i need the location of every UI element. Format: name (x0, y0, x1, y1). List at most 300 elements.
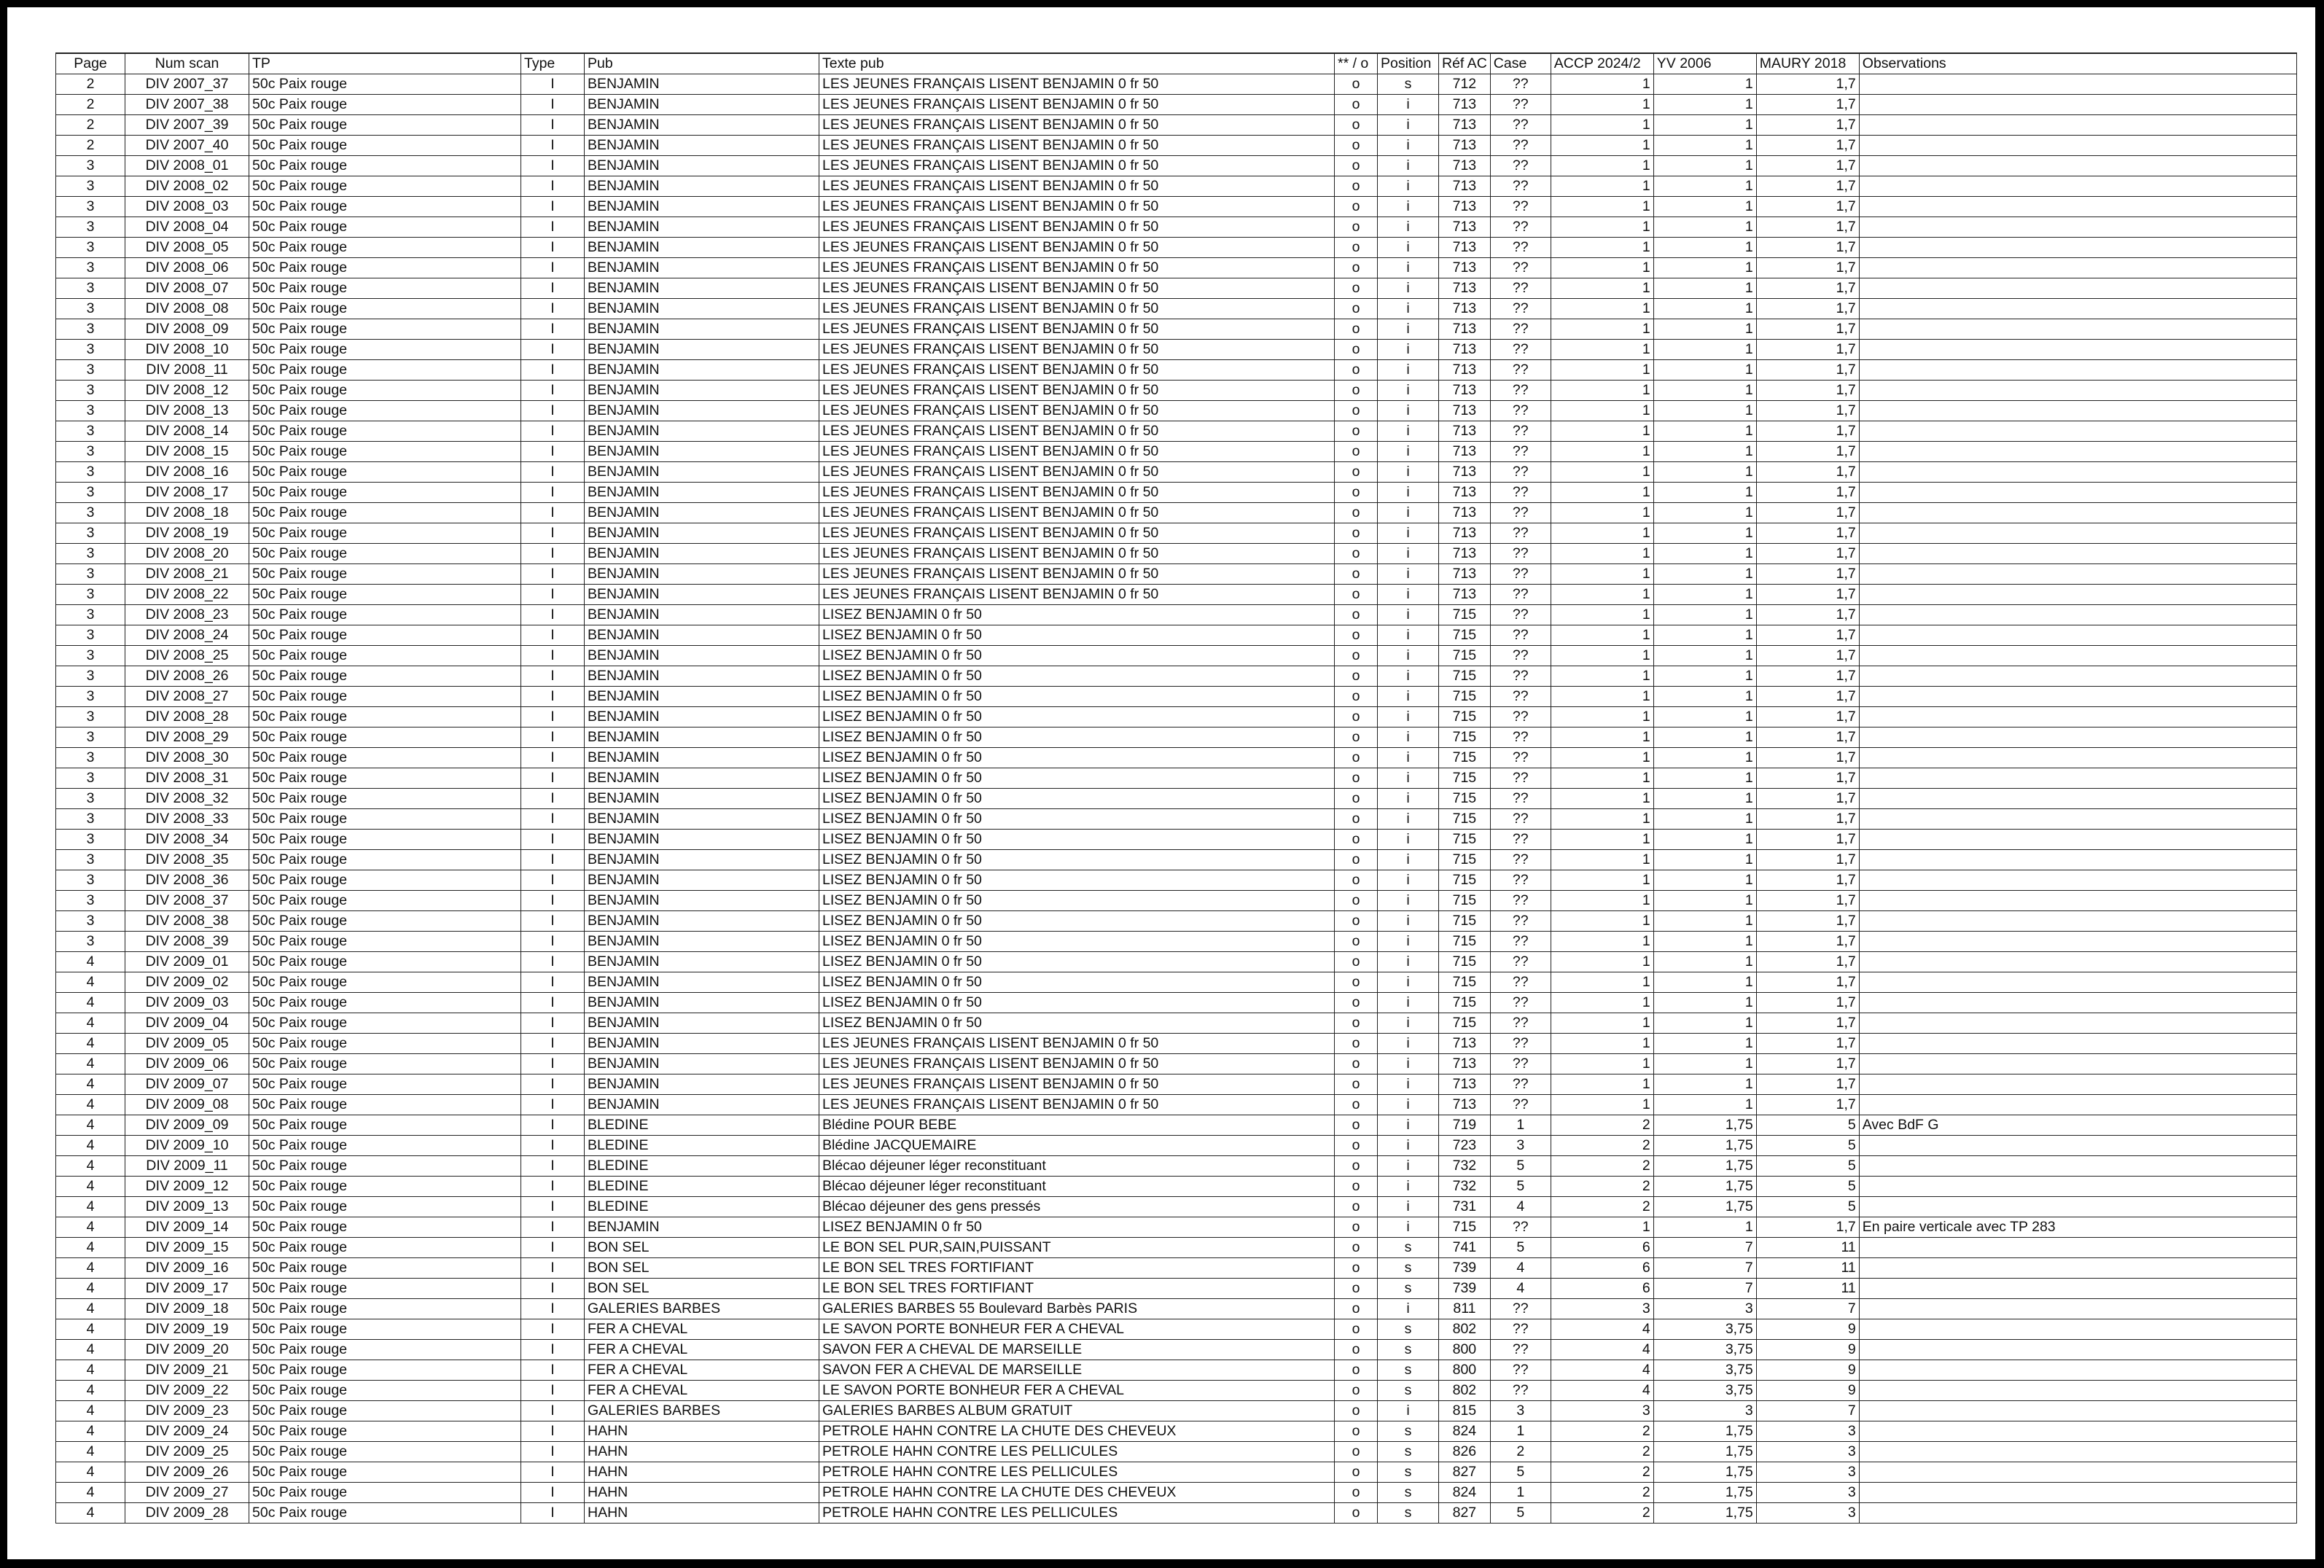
cell-observations (1859, 136, 2296, 156)
cell-pub: BENJAMIN (585, 993, 819, 1013)
cell-position: i (1378, 1034, 1439, 1054)
cell-pub: BENJAMIN (585, 299, 819, 319)
cell-accp: 2 (1551, 1503, 1653, 1524)
cell-num-scan: DIV 2008_19 (125, 523, 249, 544)
cell-accp: 1 (1551, 605, 1653, 625)
cell-yv: 1 (1653, 768, 1756, 789)
cell-texte-pub: LES JEUNES FRANÇAIS LISENT BENJAMIN 0 fr 50 (819, 95, 1335, 115)
cell-ref-ac: 800 (1439, 1340, 1491, 1360)
cell-case: ?? (1490, 952, 1551, 972)
cell-star-o: o (1335, 1217, 1378, 1238)
cell-texte-pub: LE BON SEL TRES FORTIFIANT (819, 1258, 1335, 1279)
cell-page: 3 (56, 748, 125, 768)
cell-page: 3 (56, 768, 125, 789)
cell-num-scan: DIV 2009_18 (125, 1299, 249, 1319)
table-row (56, 421, 2297, 442)
table-row (56, 809, 2297, 830)
cell-page: 3 (56, 707, 125, 728)
table-row (56, 911, 2297, 932)
cell-yv: 1,75 (1653, 1177, 1756, 1197)
cell-texte-pub: LISEZ BENJAMIN 0 fr 50 (819, 1217, 1335, 1238)
cell-observations (1859, 401, 2296, 421)
cell-maury: 1,7 (1756, 503, 1859, 523)
cell-observations (1859, 299, 2296, 319)
cell-pub: BENJAMIN (585, 1217, 819, 1238)
cell-type: I (521, 381, 585, 401)
cell-accp: 1 (1551, 932, 1653, 952)
cell-case: ?? (1490, 728, 1551, 748)
cell-maury: 1,7 (1756, 932, 1859, 952)
cell-maury: 11 (1756, 1238, 1859, 1258)
cell-type: I (521, 1483, 585, 1503)
cell-tp: 50c Paix rouge (249, 442, 521, 462)
cell-texte-pub: LISEZ BENJAMIN 0 fr 50 (819, 993, 1335, 1013)
cell-case: ?? (1490, 870, 1551, 891)
cell-ref-ac: 824 (1439, 1483, 1491, 1503)
cell-case: ?? (1490, 625, 1551, 646)
cell-tp: 50c Paix rouge (249, 748, 521, 768)
cell-pub: BENJAMIN (585, 1013, 819, 1034)
cell-page: 3 (56, 789, 125, 809)
cell-case: ?? (1490, 503, 1551, 523)
cell-tp: 50c Paix rouge (249, 932, 521, 952)
cell-case: ?? (1490, 544, 1551, 564)
cell-tp: 50c Paix rouge (249, 1074, 521, 1095)
cell-position: i (1378, 952, 1439, 972)
cell-texte-pub: LISEZ BENJAMIN 0 fr 50 (819, 911, 1335, 932)
cell-observations (1859, 605, 2296, 625)
cell-position: i (1378, 299, 1439, 319)
cell-texte-pub: LES JEUNES FRANÇAIS LISENT BENJAMIN 0 fr 50 (819, 258, 1335, 278)
cell-num-scan: DIV 2008_33 (125, 809, 249, 830)
cell-page: 4 (56, 1279, 125, 1299)
cell-ref-ac: 715 (1439, 850, 1491, 870)
cell-page: 4 (56, 1462, 125, 1483)
cell-num-scan: DIV 2008_18 (125, 503, 249, 523)
cell-accp: 1 (1551, 972, 1653, 993)
cell-page: 4 (56, 1217, 125, 1238)
cell-ref-ac: 713 (1439, 176, 1491, 197)
cell-position: i (1378, 585, 1439, 605)
cell-pub: BENJAMIN (585, 115, 819, 136)
cell-pub: BENJAMIN (585, 585, 819, 605)
cell-type: I (521, 1034, 585, 1054)
cell-case: ?? (1490, 1360, 1551, 1381)
cell-case: 1 (1490, 1421, 1551, 1442)
table-row (56, 789, 2297, 809)
cell-yv: 1 (1653, 401, 1756, 421)
cell-tp: 50c Paix rouge (249, 115, 521, 136)
cell-page: 3 (56, 830, 125, 850)
cell-observations (1859, 381, 2296, 401)
cell-ref-ac: 715 (1439, 728, 1491, 748)
cell-case: ?? (1490, 360, 1551, 381)
cell-star-o: o (1335, 1401, 1378, 1421)
cell-case: ?? (1490, 891, 1551, 911)
cell-position: i (1378, 728, 1439, 748)
cell-texte-pub: LISEZ BENJAMIN 0 fr 50 (819, 850, 1335, 870)
cell-tp: 50c Paix rouge (249, 217, 521, 238)
cell-position: i (1378, 483, 1439, 503)
cell-observations (1859, 564, 2296, 585)
cell-observations (1859, 421, 2296, 442)
cell-texte-pub: LISEZ BENJAMIN 0 fr 50 (819, 972, 1335, 993)
cell-observations (1859, 850, 2296, 870)
cell-accp: 1 (1551, 176, 1653, 197)
cell-observations (1859, 176, 2296, 197)
cell-page: 3 (56, 156, 125, 176)
cell-page: 4 (56, 1074, 125, 1095)
cell-num-scan: DIV 2009_21 (125, 1360, 249, 1381)
cell-ref-ac: 713 (1439, 115, 1491, 136)
cell-position: i (1378, 319, 1439, 340)
cell-page: 4 (56, 1319, 125, 1340)
cell-page: 3 (56, 360, 125, 381)
cell-star-o: o (1335, 1197, 1378, 1217)
cell-type: I (521, 1299, 585, 1319)
cell-num-scan: DIV 2008_22 (125, 585, 249, 605)
cell-texte-pub: Blédine POUR BEBE (819, 1115, 1335, 1136)
cell-type: I (521, 687, 585, 707)
cell-position: i (1378, 360, 1439, 381)
cell-position: i (1378, 564, 1439, 585)
cell-case: ?? (1490, 1054, 1551, 1074)
cell-tp: 50c Paix rouge (249, 993, 521, 1013)
header-page: Page (56, 53, 125, 74)
cell-yv: 1 (1653, 687, 1756, 707)
cell-ref-ac: 713 (1439, 238, 1491, 258)
cell-star-o: o (1335, 176, 1378, 197)
cell-tp: 50c Paix rouge (249, 830, 521, 850)
cell-type: I (521, 707, 585, 728)
cell-yv: 1 (1653, 870, 1756, 891)
cell-pub: BENJAMIN (585, 217, 819, 238)
header-maury: MAURY 2018 (1756, 53, 1859, 74)
cell-texte-pub: LES JEUNES FRANÇAIS LISENT BENJAMIN 0 fr 50 (819, 278, 1335, 299)
cell-observations (1859, 1279, 2296, 1299)
cell-accp: 1 (1551, 728, 1653, 748)
cell-num-scan: DIV 2009_15 (125, 1238, 249, 1258)
cell-num-scan: DIV 2009_04 (125, 1013, 249, 1034)
cell-num-scan: DIV 2009_07 (125, 1074, 249, 1095)
cell-observations (1859, 442, 2296, 462)
cell-case: ?? (1490, 1340, 1551, 1360)
cell-maury: 1,7 (1756, 911, 1859, 932)
cell-ref-ac: 715 (1439, 666, 1491, 687)
cell-num-scan: DIV 2008_13 (125, 401, 249, 421)
cell-star-o: o (1335, 258, 1378, 278)
cell-case: ?? (1490, 789, 1551, 809)
cell-position: i (1378, 136, 1439, 156)
cell-case: ?? (1490, 483, 1551, 503)
cell-texte-pub: LES JEUNES FRANÇAIS LISENT BENJAMIN 0 fr 50 (819, 585, 1335, 605)
cell-ref-ac: 713 (1439, 197, 1491, 217)
cell-case: ?? (1490, 74, 1551, 95)
table-row (56, 319, 2297, 340)
cell-position: i (1378, 748, 1439, 768)
cell-ref-ac: 802 (1439, 1319, 1491, 1340)
table-row (56, 197, 2297, 217)
cell-position: i (1378, 850, 1439, 870)
cell-accp: 1 (1551, 768, 1653, 789)
cell-pub: BENJAMIN (585, 238, 819, 258)
cell-num-scan: DIV 2009_01 (125, 952, 249, 972)
cell-num-scan: DIV 2009_26 (125, 1462, 249, 1483)
cell-pub: BENJAMIN (585, 972, 819, 993)
header-yv: YV 2006 (1653, 53, 1756, 74)
cell-ref-ac: 715 (1439, 1217, 1491, 1238)
cell-yv: 1 (1653, 197, 1756, 217)
cell-ref-ac: 713 (1439, 156, 1491, 176)
cell-maury: 1,7 (1756, 993, 1859, 1013)
cell-texte-pub: LES JEUNES FRANÇAIS LISENT BENJAMIN 0 fr 50 (819, 238, 1335, 258)
table-row (56, 564, 2297, 585)
cell-page: 3 (56, 605, 125, 625)
cell-page: 2 (56, 95, 125, 115)
cell-observations (1859, 156, 2296, 176)
cell-yv: 1 (1653, 340, 1756, 360)
cell-observations (1859, 544, 2296, 564)
cell-accp: 1 (1551, 278, 1653, 299)
cell-page: 2 (56, 115, 125, 136)
cell-case: ?? (1490, 646, 1551, 666)
cell-star-o: o (1335, 1340, 1378, 1360)
cell-maury: 1,7 (1756, 176, 1859, 197)
cell-num-scan: DIV 2007_39 (125, 115, 249, 136)
cell-num-scan: DIV 2009_24 (125, 1421, 249, 1442)
cell-maury: 1,7 (1756, 258, 1859, 278)
cell-num-scan: DIV 2009_10 (125, 1136, 249, 1156)
cell-tp: 50c Paix rouge (249, 585, 521, 605)
cell-type: I (521, 176, 585, 197)
table-row (56, 1054, 2297, 1074)
cell-yv: 1 (1653, 585, 1756, 605)
cell-yv: 1 (1653, 728, 1756, 748)
cell-case: ?? (1490, 585, 1551, 605)
cell-pub: BENJAMIN (585, 156, 819, 176)
cell-case: ?? (1490, 217, 1551, 238)
cell-star-o: o (1335, 625, 1378, 646)
cell-pub: BENJAMIN (585, 74, 819, 95)
cell-num-scan: DIV 2009_16 (125, 1258, 249, 1279)
cell-star-o: o (1335, 789, 1378, 809)
cell-tp: 50c Paix rouge (249, 503, 521, 523)
cell-star-o: o (1335, 1483, 1378, 1503)
cell-star-o: o (1335, 442, 1378, 462)
cell-star-o: o (1335, 605, 1378, 625)
cell-texte-pub: LES JEUNES FRANÇAIS LISENT BENJAMIN 0 fr 50 (819, 136, 1335, 156)
cell-position: i (1378, 707, 1439, 728)
table-row (56, 625, 2297, 646)
cell-maury: 1,7 (1756, 789, 1859, 809)
cell-tp: 50c Paix rouge (249, 421, 521, 442)
cell-observations (1859, 1483, 2296, 1503)
cell-num-scan: DIV 2009_12 (125, 1177, 249, 1197)
cell-maury: 1,7 (1756, 238, 1859, 258)
cell-texte-pub: Blécao déjeuner léger reconstituant (819, 1156, 1335, 1177)
cell-maury: 1,7 (1756, 1095, 1859, 1115)
cell-ref-ac: 827 (1439, 1462, 1491, 1483)
cell-case: ?? (1490, 462, 1551, 483)
cell-type: I (521, 278, 585, 299)
cell-ref-ac: 713 (1439, 381, 1491, 401)
cell-num-scan: DIV 2009_13 (125, 1197, 249, 1217)
cell-texte-pub: LES JEUNES FRANÇAIS LISENT BENJAMIN 0 fr 50 (819, 564, 1335, 585)
cell-tp: 50c Paix rouge (249, 74, 521, 95)
cell-maury: 1,7 (1756, 421, 1859, 442)
cell-position: i (1378, 1177, 1439, 1197)
cell-maury: 3 (1756, 1462, 1859, 1483)
cell-accp: 1 (1551, 442, 1653, 462)
cell-observations (1859, 585, 2296, 605)
cell-ref-ac: 713 (1439, 401, 1491, 421)
cell-tp: 50c Paix rouge (249, 768, 521, 789)
cell-type: I (521, 1442, 585, 1462)
cell-maury: 7 (1756, 1401, 1859, 1421)
cell-type: I (521, 830, 585, 850)
table-row (56, 299, 2297, 319)
cell-tp: 50c Paix rouge (249, 687, 521, 707)
cell-tp: 50c Paix rouge (249, 1136, 521, 1156)
cell-star-o: o (1335, 1279, 1378, 1299)
cell-texte-pub: PETROLE HAHN CONTRE LES PELLICULES (819, 1442, 1335, 1462)
cell-num-scan: DIV 2009_27 (125, 1483, 249, 1503)
cell-star-o: o (1335, 687, 1378, 707)
cell-type: I (521, 197, 585, 217)
cell-observations (1859, 1136, 2296, 1156)
cell-maury: 1,7 (1756, 483, 1859, 503)
cell-position: s (1378, 1279, 1439, 1299)
cell-accp: 1 (1551, 707, 1653, 728)
cell-pub: BLEDINE (585, 1115, 819, 1136)
cell-accp: 1 (1551, 401, 1653, 421)
cell-star-o: o (1335, 544, 1378, 564)
cell-tp: 50c Paix rouge (249, 1034, 521, 1054)
cell-page: 3 (56, 625, 125, 646)
cell-case: ?? (1490, 278, 1551, 299)
cell-ref-ac: 715 (1439, 707, 1491, 728)
cell-pub: BENJAMIN (585, 258, 819, 278)
cell-texte-pub: LISEZ BENJAMIN 0 fr 50 (819, 768, 1335, 789)
cell-ref-ac: 715 (1439, 625, 1491, 646)
cell-maury: 1,7 (1756, 1054, 1859, 1074)
cell-num-scan: DIV 2007_38 (125, 95, 249, 115)
cell-num-scan: DIV 2008_23 (125, 605, 249, 625)
table-row (56, 238, 2297, 258)
cell-page: 3 (56, 544, 125, 564)
cell-maury: 1,7 (1756, 564, 1859, 585)
cell-ref-ac: 713 (1439, 258, 1491, 278)
cell-type: I (521, 360, 585, 381)
cell-ref-ac: 715 (1439, 789, 1491, 809)
table-row (56, 1034, 2297, 1054)
cell-star-o: o (1335, 523, 1378, 544)
cell-position: i (1378, 646, 1439, 666)
cell-texte-pub: LISEZ BENJAMIN 0 fr 50 (819, 809, 1335, 830)
cell-maury: 9 (1756, 1360, 1859, 1381)
cell-yv: 1,75 (1653, 1503, 1756, 1524)
cell-tp: 50c Paix rouge (249, 850, 521, 870)
cell-star-o: o (1335, 850, 1378, 870)
cell-yv: 1 (1653, 911, 1756, 932)
cell-tp: 50c Paix rouge (249, 1401, 521, 1421)
cell-observations (1859, 870, 2296, 891)
cell-observations (1859, 197, 2296, 217)
cell-observations: En paire verticale avec TP 283 (1859, 1217, 2296, 1238)
cell-observations (1859, 360, 2296, 381)
cell-num-scan: DIV 2008_12 (125, 381, 249, 401)
cell-ref-ac: 715 (1439, 952, 1491, 972)
cell-case: 2 (1490, 1442, 1551, 1462)
cell-pub: BENJAMIN (585, 1034, 819, 1054)
cell-yv: 1 (1653, 176, 1756, 197)
cell-page: 3 (56, 523, 125, 544)
header-type: Type (521, 53, 585, 74)
cell-case: ?? (1490, 1034, 1551, 1054)
cell-tp: 50c Paix rouge (249, 544, 521, 564)
cell-observations (1859, 707, 2296, 728)
cell-yv: 1 (1653, 993, 1756, 1013)
cell-position: i (1378, 830, 1439, 850)
cell-ref-ac: 713 (1439, 319, 1491, 340)
cell-type: I (521, 1381, 585, 1401)
cell-observations (1859, 1381, 2296, 1401)
cell-star-o: o (1335, 95, 1378, 115)
cell-ref-ac: 715 (1439, 687, 1491, 707)
cell-position: i (1378, 115, 1439, 136)
cell-page: 3 (56, 666, 125, 687)
cell-ref-ac: 713 (1439, 278, 1491, 299)
cell-position: i (1378, 1013, 1439, 1034)
cell-position: i (1378, 1095, 1439, 1115)
cell-pub: BENJAMIN (585, 360, 819, 381)
cell-yv: 1 (1653, 1013, 1756, 1034)
cell-texte-pub: LISEZ BENJAMIN 0 fr 50 (819, 870, 1335, 891)
table-row (56, 850, 2297, 870)
cell-case: ?? (1490, 707, 1551, 728)
cell-pub: BENJAMIN (585, 605, 819, 625)
cell-type: I (521, 544, 585, 564)
cell-maury: 5 (1756, 1177, 1859, 1197)
cell-position: i (1378, 687, 1439, 707)
cell-position: i (1378, 197, 1439, 217)
cell-position: i (1378, 932, 1439, 952)
cell-case: ?? (1490, 401, 1551, 421)
table-row (56, 748, 2297, 768)
cell-case: ?? (1490, 666, 1551, 687)
cell-page: 3 (56, 728, 125, 748)
cell-position: s (1378, 1462, 1439, 1483)
cell-yv: 1 (1653, 483, 1756, 503)
cell-page: 4 (56, 1442, 125, 1462)
table-row (56, 136, 2297, 156)
cell-texte-pub: GALERIES BARBES 55 Boulevard Barbès PARIS (819, 1299, 1335, 1319)
cell-observations (1859, 993, 2296, 1013)
cell-texte-pub: LES JEUNES FRANÇAIS LISENT BENJAMIN 0 fr 50 (819, 401, 1335, 421)
table-row (56, 1197, 2297, 1217)
cell-ref-ac: 715 (1439, 993, 1491, 1013)
cell-texte-pub: Blédine JACQUEMAIRE (819, 1136, 1335, 1156)
cell-tp: 50c Paix rouge (249, 176, 521, 197)
table-row (56, 646, 2297, 666)
cell-ref-ac: 815 (1439, 1401, 1491, 1421)
cell-star-o: o (1335, 1034, 1378, 1054)
cell-star-o: o (1335, 809, 1378, 830)
cell-case: ?? (1490, 1299, 1551, 1319)
cell-accp: 1 (1551, 993, 1653, 1013)
cell-ref-ac: 715 (1439, 870, 1491, 891)
table-row (56, 340, 2297, 360)
